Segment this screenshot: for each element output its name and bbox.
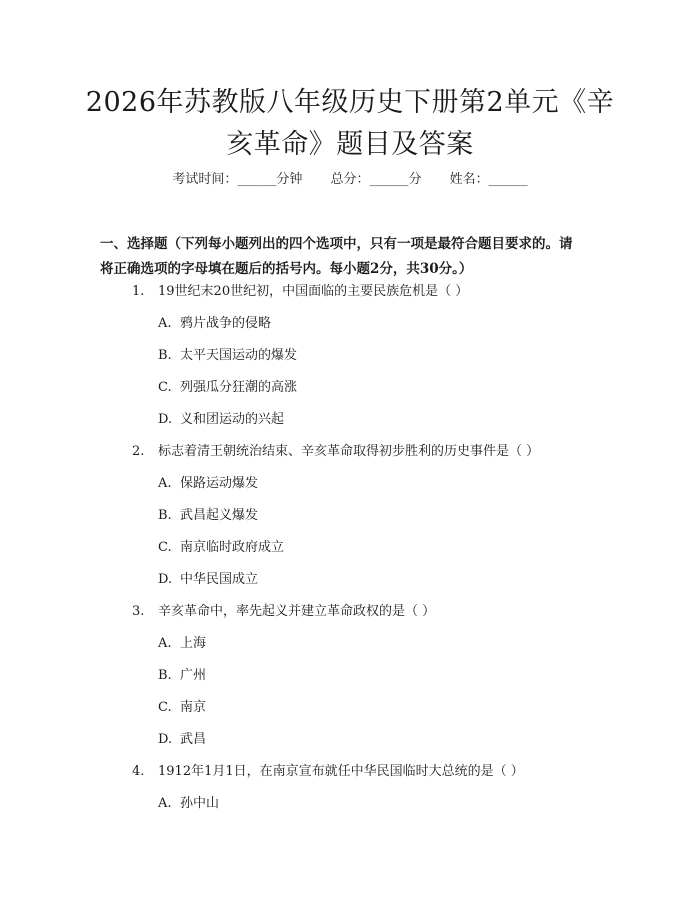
option-letter: D.	[158, 732, 173, 747]
option	[158, 795, 219, 813]
section-heading	[100, 232, 600, 282]
total-score-field: 总分：______分	[330, 172, 422, 187]
option-text: 列强瓜分狂潮的高涨	[180, 380, 298, 395]
question-text: 标志着清王朝统治结束、辛亥革命取得初步胜利的历史事件是（ ）	[158, 444, 540, 459]
exam-time-field: 考试时间：______分钟	[172, 172, 303, 187]
title-line-2: 亥革命》题目及答案	[226, 129, 474, 160]
option	[158, 379, 297, 397]
question	[132, 283, 468, 301]
option-letter: C.	[158, 540, 172, 555]
option	[158, 411, 284, 429]
question	[132, 603, 435, 621]
option-text: 中华民国成立	[180, 572, 259, 587]
option-letter: B.	[158, 668, 172, 683]
option	[158, 315, 271, 333]
option-letter: D.	[158, 572, 173, 587]
section-heading-line-1: 一、选择题（下列每小题列出的四个选项中，只有一项是最符合题目要求的。请	[100, 236, 573, 252]
document-title	[80, 82, 620, 166]
exam-info-line	[0, 168, 700, 187]
option-text: 义和团运动的兴起	[180, 412, 285, 427]
question	[132, 763, 524, 781]
option	[158, 539, 284, 557]
question-text: 19世纪末20世纪初，中国面临的主要民族危机是（ ）	[158, 284, 469, 299]
option	[158, 507, 258, 525]
option-letter: B.	[158, 348, 172, 363]
question-number: 3.	[132, 604, 145, 619]
option	[158, 731, 206, 749]
option	[158, 475, 258, 493]
option-text: 南京	[180, 700, 207, 715]
question-number: 1.	[132, 284, 145, 299]
option	[158, 667, 206, 685]
option-text: 武昌	[180, 732, 207, 747]
option-letter: C.	[158, 700, 172, 715]
option-letter: A.	[158, 636, 172, 651]
option-text: 保路运动爆发	[180, 476, 259, 491]
question-number: 4.	[132, 764, 145, 779]
question	[132, 443, 539, 461]
option-text: 太平天国运动的爆发	[180, 348, 298, 363]
option-text: 鸦片战争的侵略	[180, 316, 272, 331]
option	[158, 635, 206, 653]
question-text: 1912年1月1日，在南京宣布就任中华民国临时大总统的是（ ）	[158, 764, 524, 779]
question-number: 2.	[132, 444, 145, 459]
option-letter: A.	[158, 476, 172, 491]
option-letter: A.	[158, 796, 172, 811]
option-letter: D.	[158, 412, 173, 427]
option-text: 上海	[180, 636, 207, 651]
option-text: 武昌起义爆发	[180, 508, 259, 523]
option-letter: A.	[158, 316, 172, 331]
option	[158, 699, 206, 717]
option-text: 广州	[180, 668, 207, 683]
title-line-1: 2026年苏教版八年级历史下册第2单元《辛	[85, 87, 615, 118]
option	[158, 347, 297, 365]
section-heading-line-2: 将正确选项的字母填在题后的括号内。每小题2分，共30分。）	[100, 261, 473, 277]
name-field: 姓名：______	[449, 172, 528, 187]
question-text: 辛亥革命中，率先起义并建立革命政权的是（ ）	[158, 604, 436, 619]
option	[158, 571, 258, 589]
option-letter: C.	[158, 380, 172, 395]
option-letter: B.	[158, 508, 172, 523]
option-text: 孙中山	[180, 796, 220, 811]
option-text: 南京临时政府成立	[180, 540, 285, 555]
